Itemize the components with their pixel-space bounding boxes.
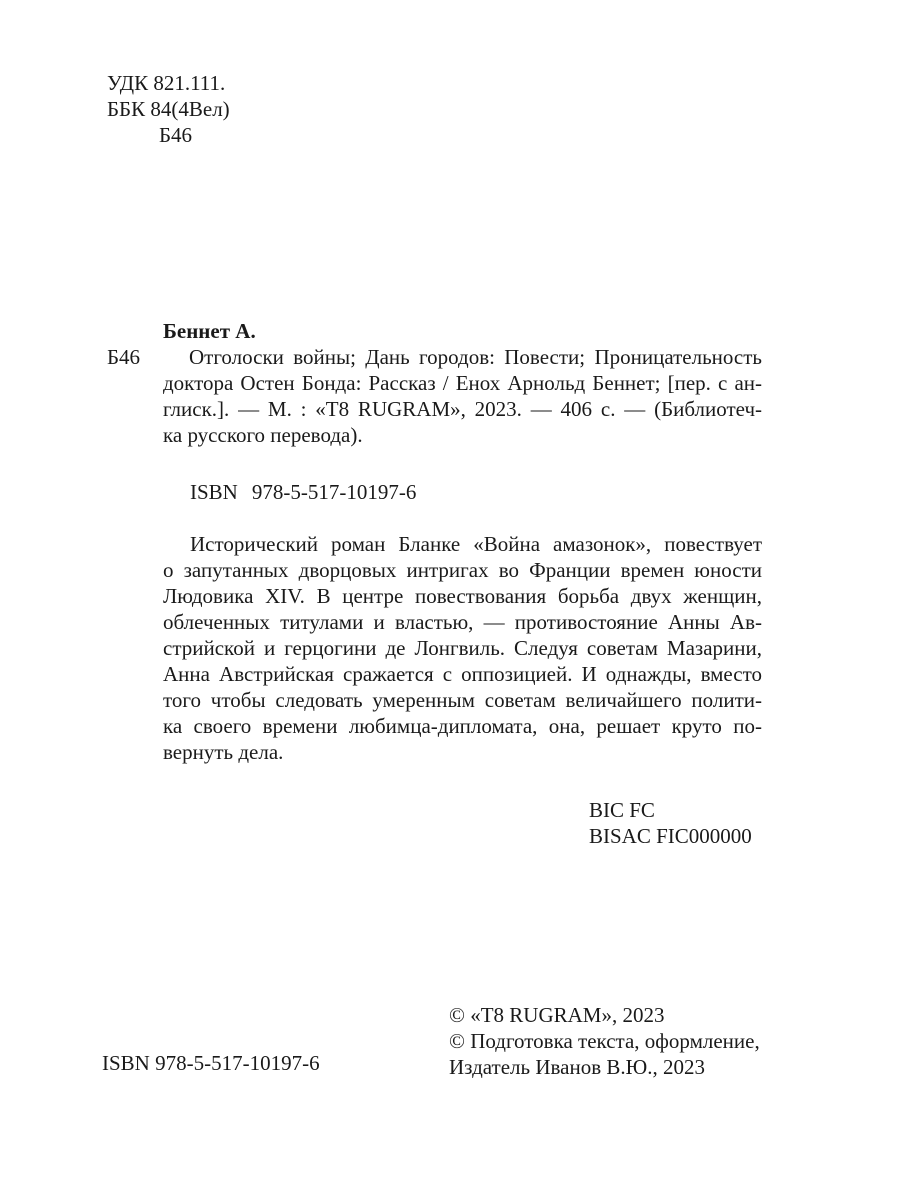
annotation bbox=[163, 531, 762, 765]
copyright-block bbox=[449, 1002, 760, 1080]
annotation-line: вернуть дела. bbox=[163, 740, 284, 764]
subject-codes bbox=[589, 797, 752, 849]
biblio-line: ка русского перевода). bbox=[163, 423, 363, 447]
author-sign: Б46 bbox=[159, 123, 193, 147]
annotation-line: о запутанных дворцовых интригах во Франции времен юности bbox=[163, 558, 762, 582]
copyright-line: Издатель Иванов В.Ю., 2023 bbox=[449, 1055, 705, 1079]
annotation-line: стрийской и герцогини де Лонгвиль. Следуя советам Мазарини, bbox=[163, 636, 762, 660]
copyright-line: © Подготовка текста, оформление, bbox=[449, 1029, 760, 1053]
copyright-line: © «T8 RUGRAM», 2023 bbox=[449, 1003, 665, 1027]
bisac-code: BISAC FIC000000 bbox=[589, 824, 752, 848]
annotation-line: Анна Австрийская сражается с оппозицией. И однажды, вместо bbox=[163, 662, 762, 686]
footer-isbn: ISBN 978-5-517-10197-6 bbox=[102, 1051, 320, 1075]
isbn-label: ISBN bbox=[190, 480, 238, 504]
annotation-line: облеченных титулами и властью, — противостояние Анны Ав- bbox=[163, 610, 762, 634]
classification-block bbox=[107, 70, 230, 148]
isbn-line bbox=[190, 479, 416, 505]
udk-code: УДК 821.111. bbox=[107, 71, 226, 95]
biblio-line: доктора Остен Бонда: Рассказ / Енох Арнольд Беннет; [пер. с ан- bbox=[163, 371, 762, 395]
annotation-line: Людовика XIV. В центре повествования борьба двух женщин, bbox=[163, 584, 762, 608]
isbn-number: 978-5-517-10197-6 bbox=[251, 480, 417, 504]
bbk-code: ББК 84(4Вел) bbox=[107, 97, 230, 121]
annotation-line: Исторический роман Бланке «Война амазонок», повествует bbox=[190, 532, 762, 556]
biblio-line: Отголоски войны; Дань городов: Повести; Проницательность bbox=[189, 345, 762, 369]
biblio-line: глиск.]. — М. : «T8 RUGRAM», 2023. — 406 с. — (Библиотеч- bbox=[163, 397, 762, 421]
bibliographic-description bbox=[163, 344, 762, 448]
author-sign-margin: Б46 bbox=[107, 345, 141, 369]
bic-code: BIC FC bbox=[589, 798, 655, 822]
author-heading: Беннет А. bbox=[163, 319, 256, 343]
annotation-line: того чтобы следовать умеренным советам величайшего полити- bbox=[163, 688, 762, 712]
annotation-line: ка своего времени любимца-дипломата, она, решает круто по- bbox=[163, 714, 762, 738]
